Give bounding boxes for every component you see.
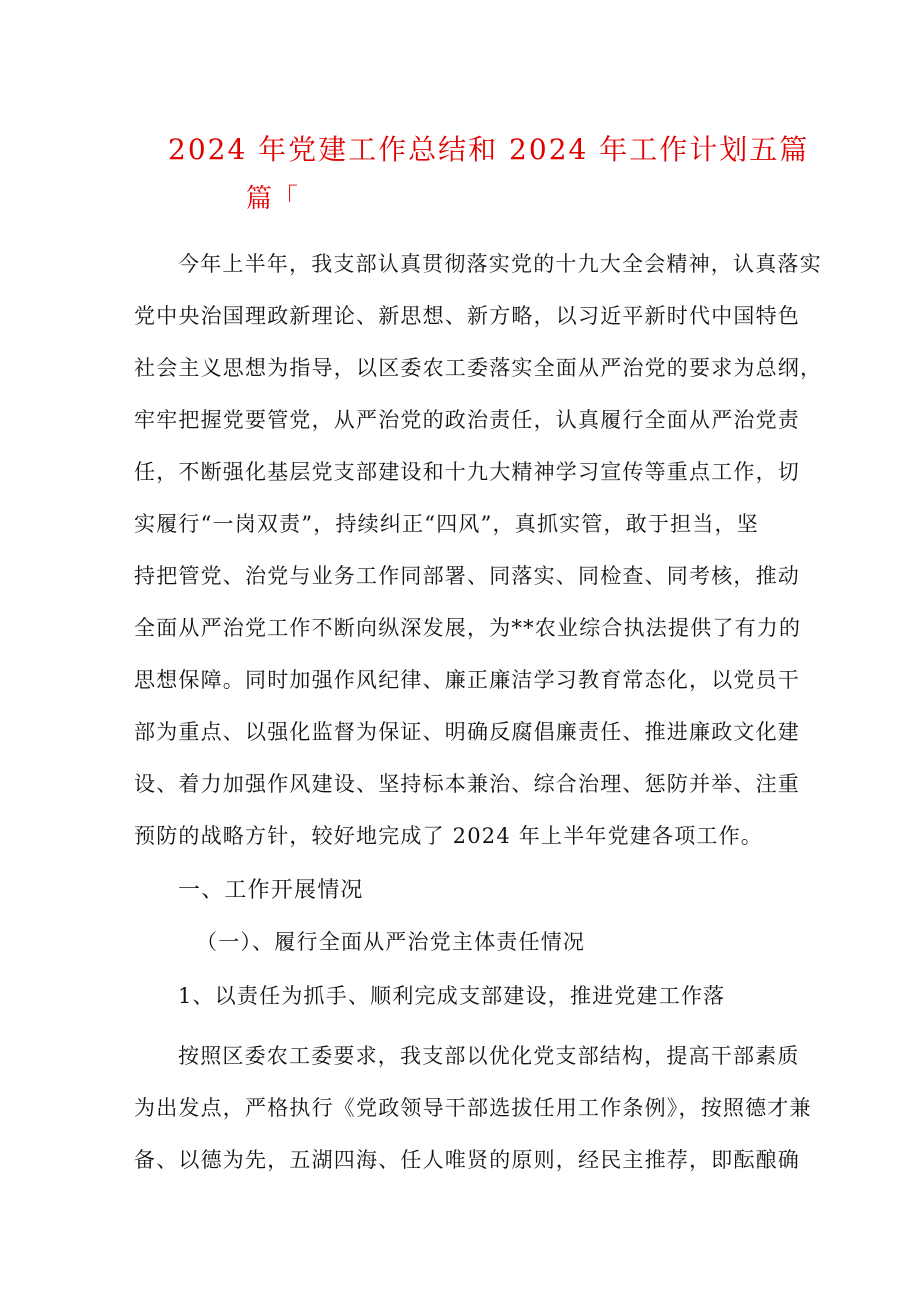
paragraph-line: 思想保障。同时加强作风纪律、廉正廉洁学习教育常态化，以党员干 [134,668,800,692]
paragraph-line: 全面从严治党工作不断向纵深发展，为**农业综合执法提供了有力的 [134,616,802,640]
paragraph-line: 预防的战略方针，较好地完成了 2024 年上半年党建各项工作。 [134,824,763,848]
paragraph-line: 社会主义思想为指导，以区委农工委落实全面从严治党的要求为总纲， [134,356,823,380]
paragraph-line: 任，不断强化基层党支部建设和十九大精神学习宣传等重点工作，切 [134,460,800,484]
paragraph-line: 牢牢把握党要管党，从严治党的政治责任，认真履行全面从严治党责 [134,408,800,432]
paragraph-line: 为出发点，严格执行《党政领导干部选拔任用工作条例》，按照德才兼 [134,1096,812,1120]
paragraph-line: 党中央治国理政新理论、新思想、新方略，以习近平新时代中国特色 [134,304,800,328]
paragraph-line: 今年上半年，我支部认真贯彻落实党的十九大全会精神，认真落实 [178,252,822,276]
document-title: 2024 年党建工作总结和 2024 年工作计划五篇 [168,133,810,166]
subsection-heading: （一）、履行全面从严治党主体责任情况 [196,930,586,954]
paragraph-line: 按照区委农工委要求，我支部以优化党支部结构，提高干部素质 [178,1044,800,1068]
item-heading: 1、以责任为抓手、顺利完成支部建设，推进党建工作落 [178,984,726,1008]
document-title-continuation: 篇「 [246,184,299,214]
paragraph-line: 备、以德为先，五湖四海、任人唯贤的原则，经民主推荐，即酝酿确 [134,1148,800,1172]
section-heading: 一、工作开展情况 [178,878,364,903]
paragraph-line: 持把管党、治党与业务工作同部署、同落实、同检查、同考核，推动 [134,564,800,588]
paragraph-line: 实履行“一岗双责”，持续纠正“四风”，真抓实管，敢于担当，坚 [134,512,759,536]
paragraph-line: 设、着力加强作风建设、坚持标本兼治、综合治理、惩防并举、注重 [134,772,800,796]
paragraph-line: 部为重点、以强化监督为保证、明确反腐倡廉责任、推进廉政文化建 [134,720,800,744]
